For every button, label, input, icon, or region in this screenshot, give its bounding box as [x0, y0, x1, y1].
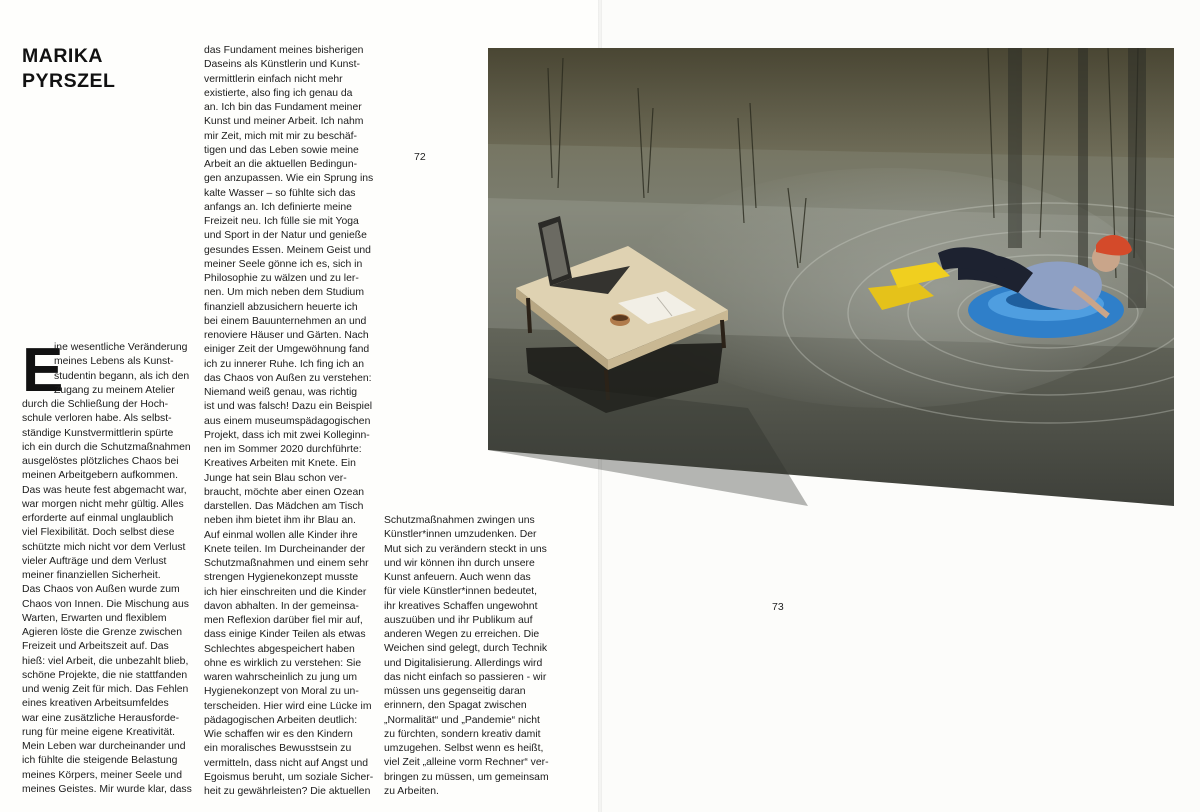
lead-line: studentin begann, als ich den	[54, 370, 190, 382]
lead-line: meines Lebens als Kunst-	[54, 356, 174, 368]
page-number-left: 72	[414, 151, 426, 163]
title-first-name: MARIKA	[22, 45, 103, 67]
text-column-2	[204, 44, 378, 799]
page-number-right: 73	[772, 601, 784, 613]
article-photo	[488, 48, 1174, 506]
lead-line: ine wesentliche Veränderung	[54, 342, 188, 353]
pond-photo-illustration	[488, 48, 1174, 506]
title-last-name: PYRSZEL	[22, 70, 116, 92]
body-text: Schutzmaßnahmen zwingen uns Künstler*innen umzudenken. Der Mut sich zu verändern steckt in uns und wir können ihn durch unsere Kunst anfeuern. Auch wenn das für viele Künstler*innen bedeutet, ihr kreatives Schaffen ungewohnt auszuüben und ihr Publikum auf anderen Wegen zu erreichen. Die Weichen sind gelegt, durch Technik und Digitalisierung. Allerdings wird das nicht einfach so passieren - wir müssen uns gegenseitig daran erinnern, den Spagat zwischen „Normalität“ und „Pandemie“ nicht zu fürchten, sondern kreativ damit umzugehen. Selbst wenn es heißt, viel Zeit „alleine vorm Rechner“ ver- bringen zu müssen, um gemeinsam zu Arbeiten.	[384, 515, 549, 797]
body-text: durch die Schließung der Hoch- schule verloren habe. Als selbst- ständige Kunstvermittlerin spürte ich ein durch die Schutzmaßnahmen ausgelöstes plötzliches Chaos bei meinen Arbeitgebern aufkommen. Das was heute fest abgemacht war, war morgen nicht mehr gültig. Alles erforderte auf einmal unglaublich viel Flexibilität. Doch selbst diese schützte mich nicht vor dem Verlust vieler Aufträge und dem Verlust meiner finanziellen Sicherheit. Das Chaos von Außen wurde zum Chaos von Innen. Die Mischung aus Warten, Erwarten und flexiblem Agieren löste die Grenze zwischen Freizeit und Arbeitszeit auf. Das hieß: viel Arbeit, die unbezahlt blieb, schöne Projekte, die nie stattfanden und wenig Zeit für mich. Das Fehlen eines kreativen Arbeitsumfeldes war eine zusätzliche Herausforde- rung für meine eigene Kreativität. Mein Leben war durcheinander und ich fühlte die steigende Belastung meines Körpers, meiner Seele und meines Geistes. Mir wurde klar, dass	[22, 399, 192, 795]
drop-cap: E	[22, 336, 64, 405]
body-text: das Fundament meines bisherigen Daseins als Künstlerin und Kunst- vermittlerin einfach nicht mehr existierte, also fing ich genau da an. Ich bin das Fundament meiner Kunst und meiner Arbeit. Ich nahm mir Zeit, mich mit mir zu beschäf- tigen und das Leben sowie meine Arbeit an die aktuellen Bedingun- gen anzupassen. Wie ein Sprung ins kalte Wasser – so fühlte sich das anfangs an. Ich definierte meine Freizeit neu. Ich fülle sie mit Yoga und Sport in der Natur und genieße gesundes Essen. Meinem Geist und meiner Seele gönne ich es, sich in Philosophie zu wälzen und zu ler- nen. Um mich neben dem Studium finanziell abzusichern heuerte ich bei einem Bauunternehmen an und renoviere Häuser und Gärten. Nach einiger Zeit der Umgewöhnung fand ich zu innerer Ruhe. Ich fing ich an das Chaos von Außen zu verstehen: Niemand weiß genau, was richtig ist und was falsch! Dazu ein Beispiel aus einem museumspädagogischen Projekt, dass ich mit zwei Kolleginn- nen im Sommer 2020 durchführte: Kreatives Arbeiten mit Knete. Ein Junge hat sein Blau schon ver- braucht, möchte aber einen Ozean darstellen. Das Mädchen am Tisch neben ihm bietet ihm ihr Blau an. Auf einmal wollen alle Kinder ihre Knete teilen. Im Durcheinander der Schutzmaßnahmen und einem sehr strengen Hygienekonzept musste ich hier einschreiten und die Kinder davon abhalten. In der gemeinsa- men Reflexion darüber fiel mir auf, dass einige Kinder Teilen als etwas Schlechtes abgespeichert haben ohne es wirklich zu verstehen: Sie waren wahrscheinlich zu jung um Hygienekonzept von Moral zu un- terscheiden. Hier wird eine Lücke im pädagogischen Arbeiten deutlich: Wie schaffen wir es den Kindern ein moralisches Bewusstsein zu vermitteln, dass nicht auf Angst und Egoismus beruht, um soziale Sicher- heit zu gewährleisten? Die aktuellen	[204, 45, 374, 797]
text-column-3	[384, 514, 559, 799]
lead-line: Zugang zu meinem Atelier	[54, 384, 175, 396]
text-column-1	[22, 336, 192, 797]
article-title	[22, 44, 115, 94]
